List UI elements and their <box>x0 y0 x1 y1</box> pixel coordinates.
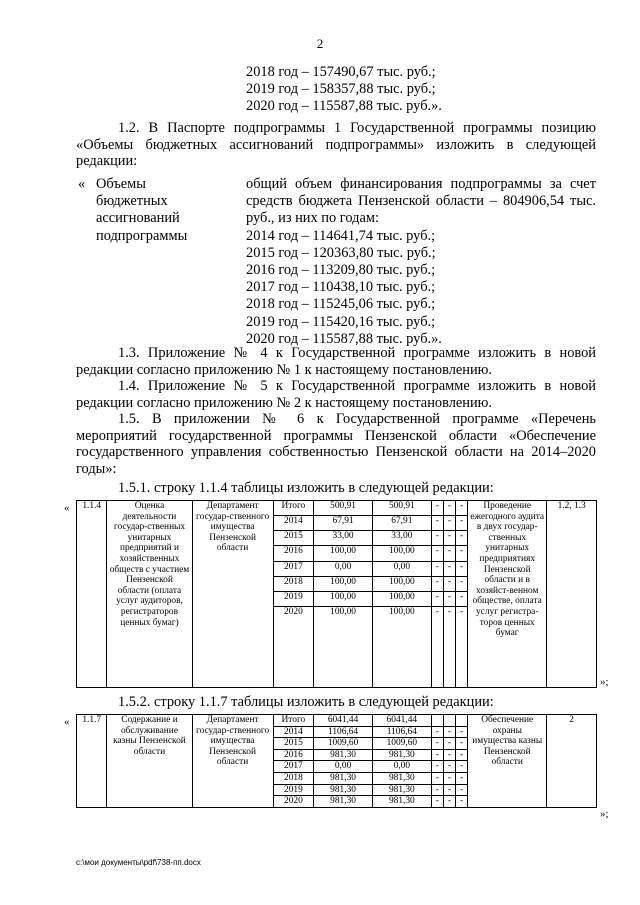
table1-regional: 100,00 <box>372 546 431 561</box>
table2-c1: - <box>431 796 443 808</box>
table1-regional: 100,00 <box>372 591 431 606</box>
table1-open-quote: « <box>64 502 70 514</box>
table2-c3: - <box>456 796 468 808</box>
table2-c1: - <box>431 738 443 750</box>
table-row-1-1-4 <box>76 500 597 688</box>
table1-executor: Департамент государ-ственного имущества Пензенской области <box>192 501 273 688</box>
table1-year: 2018 <box>273 576 314 591</box>
table2-num: 1.1.7 <box>77 715 107 808</box>
table1-c1: - <box>431 546 443 561</box>
passport-value-text: общий объем финансирования подпрограммы за счет средств бюджета Пензенской области – 804906,54 тыс. руб., из них по годам: <box>246 176 596 227</box>
table2-c3: - <box>456 784 468 796</box>
table1-total: 67,91 <box>314 516 373 531</box>
paragraph-1-3: 1.3. Приложение № 4 к Государственной программе изложить в новой редакции согласно приложению № 1 к настоящему постановлению. <box>76 345 596 378</box>
table1-c1: - <box>431 561 443 576</box>
table1-total: 500,91 <box>314 501 373 516</box>
table1-total: 100,00 <box>314 576 373 591</box>
table1-total: 100,00 <box>314 546 373 561</box>
table1-num: 1.1.4 <box>77 501 107 688</box>
table1-year: 2020 <box>273 607 314 688</box>
table1-indicators: 1.2, 1.3 <box>547 501 597 688</box>
table1-regional: 100,00 <box>372 576 431 591</box>
table1-c3: - <box>456 561 468 576</box>
table1-c2: - <box>443 516 455 531</box>
table1-c2: - <box>443 607 455 688</box>
table1-c1: - <box>431 607 443 688</box>
funding-line-2018: 2018 год – 157490,67 тыс. руб.; <box>246 64 436 80</box>
table1-year: 2017 <box>273 561 314 576</box>
table2-total: 981,30 <box>314 796 373 808</box>
table2-regional: 981,30 <box>372 796 431 808</box>
table2-c2: - <box>443 761 455 773</box>
table2-year: 2020 <box>273 796 314 808</box>
table2-c1 <box>431 715 443 727</box>
passport-label <box>96 176 187 245</box>
table2-c2: - <box>443 749 455 761</box>
table2-total: 0,00 <box>314 761 373 773</box>
table2-c2: - <box>443 796 455 808</box>
table2-year: Итого <box>273 715 314 727</box>
table1-c2: - <box>443 561 455 576</box>
table2-regional: 981,30 <box>372 784 431 796</box>
table1-c3: - <box>456 546 468 561</box>
table2-regional: 0,00 <box>372 761 431 773</box>
table1-c2: - <box>443 531 455 546</box>
table1-c2: - <box>443 576 455 591</box>
passport-label-line: ассигнований <box>96 210 180 227</box>
table2-executor: Департамент государ-ственного имущества Пензенской области <box>192 715 273 808</box>
table2-regional: 1106,64 <box>372 726 431 738</box>
paragraph-1-4: 1.4. Приложение № 5 к Государственной программе изложить в новой редакции согласно приложению № 2 к настоящему постановлению. <box>76 378 596 411</box>
table-row-1-1-7 <box>76 714 597 808</box>
table1-year: 2014 <box>273 516 314 531</box>
table2-c1: - <box>431 761 443 773</box>
passport-year-line: 2017 год – 110438,10 тыс. руб.; <box>246 279 436 296</box>
table1-regional: 67,91 <box>372 516 431 531</box>
table2-result: Обеспечение охраны имущества казны Пензенской области <box>468 715 547 808</box>
table2-c1: - <box>431 772 443 784</box>
table2-year: 2017 <box>273 761 314 773</box>
table2-c1: - <box>431 726 443 738</box>
table2-open-quote: « <box>64 716 70 728</box>
table1-year: 2019 <box>273 591 314 606</box>
table2-c3: - <box>456 772 468 784</box>
table1-c2: - <box>443 546 455 561</box>
passport-year-line: 2018 год – 115245,06 тыс. руб.; <box>246 296 436 313</box>
table2-regional: 1009,60 <box>372 738 431 750</box>
table2-regional: 981,30 <box>372 772 431 784</box>
paragraph-1-5-1: 1.5.1. строку 1.1.4 таблицы изложить в следующей редакции: <box>118 480 494 496</box>
table2-c2: - <box>443 738 455 750</box>
table1-c1: - <box>431 531 443 546</box>
table2-year: 2014 <box>273 726 314 738</box>
table1-total: 0,00 <box>314 561 373 576</box>
table1-regional: 0,00 <box>372 561 431 576</box>
table1-c2: - <box>443 591 455 606</box>
table1-c3: - <box>456 576 468 591</box>
table2-year: 2018 <box>273 772 314 784</box>
table2-c1: - <box>431 749 443 761</box>
table1-name: Оценка деятельности государ-ственных унитарных предприятий и хозяйственных обществ с участием Пензенской области (оплата услуг аудиторов, регистраторов ценных бумаг) <box>107 501 192 688</box>
table1-c3: - <box>456 591 468 606</box>
table2-indicators: 2 <box>547 715 597 808</box>
table2-c1: - <box>431 784 443 796</box>
table1-year: 2015 <box>273 531 314 546</box>
table1-total: 100,00 <box>314 591 373 606</box>
table2-regional: 6041,44 <box>372 715 431 727</box>
table2-total: 1106,64 <box>314 726 373 738</box>
table1-c2: - <box>443 501 455 516</box>
table1-close-quote: »; <box>600 676 609 688</box>
table1-regional: 500,91 <box>372 501 431 516</box>
funding-line-2020: 2020 год – 115587,88 тыс. руб.». <box>246 98 442 114</box>
table2-year: 2016 <box>273 749 314 761</box>
table1-c3: - <box>456 501 468 516</box>
table1-c3: - <box>456 516 468 531</box>
paragraph-1-2: 1.2. В Паспорте подпрограммы 1 Государственной программы позицию «Объемы бюджетных ассигнований подпрограммы» изложить в следующей редакции: <box>76 120 596 170</box>
table2-c3: - <box>456 738 468 750</box>
passport-year-line: 2014 год – 114641,74 тыс. руб.; <box>246 227 436 244</box>
page-number: 2 <box>316 36 324 51</box>
table1-c1: - <box>431 576 443 591</box>
table1-regional: 100,00 <box>372 607 431 688</box>
passport-label-line: Объемы <box>96 176 146 192</box>
passport-year-line: 2019 год – 115420,16 тыс. руб.; <box>246 313 436 330</box>
table2-c3: - <box>456 726 468 738</box>
passport-year-line: 2016 год – 113209,80 тыс. руб.; <box>246 262 436 279</box>
footer-file-path: c:\мои документы\pdf\738-пп.docx <box>76 858 201 867</box>
table2-c2 <box>443 715 455 727</box>
table1-year: Итого <box>273 501 314 516</box>
table1-c3: - <box>456 607 468 688</box>
table2-year: 2015 <box>273 738 314 750</box>
paragraph-1-5-2: 1.5.2. строку 1.1.7 таблицы изложить в следующей редакции: <box>118 694 494 710</box>
table1-regional: 33,00 <box>372 531 431 546</box>
table2-total: 981,30 <box>314 772 373 784</box>
passport-year-line: 2015 год – 120363,80 тыс. руб.; <box>246 244 436 261</box>
table2-total: 1009,60 <box>314 738 373 750</box>
table2-c2: - <box>443 784 455 796</box>
paragraph-1-5: 1.5. В приложении № 6 к Государственной программе «Перечень мероприятий государственной программы Пензенской области «Обеспечение государственного управления собственностью Пензенской области на 2014–2020 годы»: <box>76 411 596 477</box>
table2-c2: - <box>443 726 455 738</box>
table2-close-quote: »; <box>600 808 609 820</box>
table2-c2: - <box>443 772 455 784</box>
table2-total: 981,30 <box>314 784 373 796</box>
table1-c1: - <box>431 591 443 606</box>
passport-label-line: подпрограммы <box>96 227 188 244</box>
table1-total: 33,00 <box>314 531 373 546</box>
table2-name: Содержание и обслуживание казны Пензенской области <box>107 715 192 808</box>
table2-total: 6041,44 <box>314 715 373 727</box>
table1-c1: - <box>431 501 443 516</box>
table2-c3: - <box>456 749 468 761</box>
table2-c3: - <box>456 761 468 773</box>
table2-c3 <box>456 715 468 727</box>
passport-open-quote: « <box>78 176 86 192</box>
passport-label-line: бюджетных <box>96 193 168 210</box>
passport-year-line: 2020 год – 115587,88 тыс. руб.». <box>246 330 442 347</box>
table1-result: Проведение ежегодного аудита в двух государ-ственных унитарных предприятиях Пензенской области и в хозяйст-венном обществе, оплата услуг регистра-торов ценных бумаг <box>468 501 547 688</box>
table1-total: 100,00 <box>314 607 373 688</box>
table2-total: 981,30 <box>314 749 373 761</box>
table1-c3: - <box>456 531 468 546</box>
table1-c1: - <box>431 516 443 531</box>
funding-line-2019: 2019 год – 158357,88 тыс. руб.; <box>246 81 436 97</box>
passport-value <box>246 176 596 348</box>
table2-year: 2019 <box>273 784 314 796</box>
table1-year: 2016 <box>273 546 314 561</box>
table2-regional: 981,30 <box>372 749 431 761</box>
